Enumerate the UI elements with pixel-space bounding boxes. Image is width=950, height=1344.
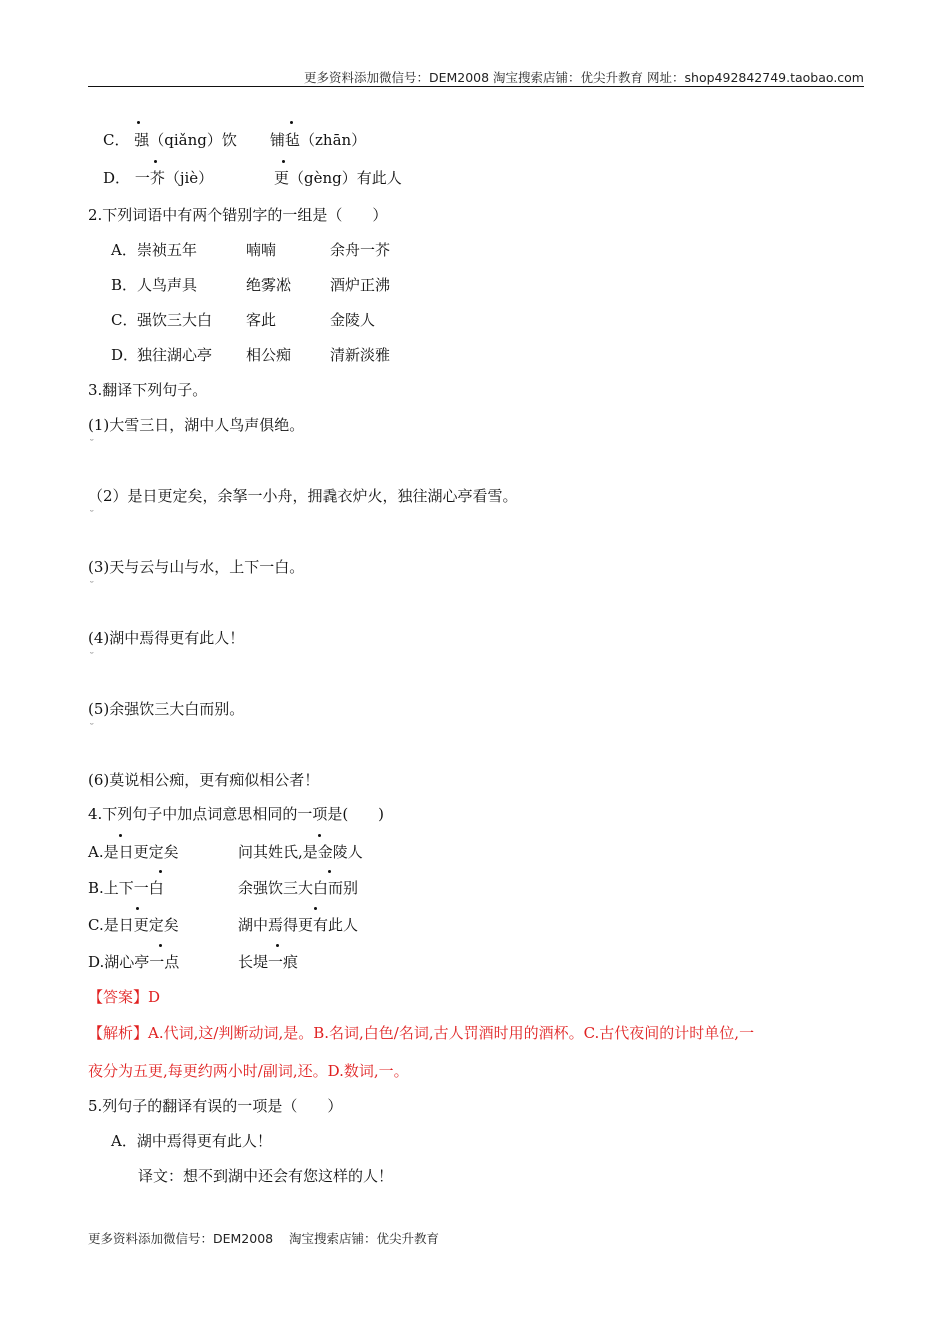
- q5-option-a-translation: 译文：想不到湖中还会有您这样的人！: [138, 1167, 394, 1185]
- q4-option-a-right: 问其姓氏,是金陵人: [238, 843, 363, 861]
- q2-option-d-word: 相公痴: [246, 346, 292, 364]
- q4-option-c-right: 湖中焉得更有此人: [238, 916, 359, 934]
- q4-analysis-line2: 夜分为五更,每更约两小时/副词,还。D.数词,一。: [88, 1062, 409, 1080]
- q4-answer: 【答案】D: [88, 988, 161, 1006]
- paragraph-mark: ˘: [89, 438, 95, 451]
- q4-option-a: A.是日更定矣: [88, 843, 179, 861]
- q2-option-a-word: 崇祯五年: [137, 241, 198, 259]
- paragraph-mark: ˘: [89, 509, 95, 522]
- q4-option-d: D.湖心亭一点: [88, 953, 180, 971]
- q2-option-c-word: 强饮三大白: [137, 311, 213, 329]
- q3-item: (3)天与云与山与水，上下一白。: [88, 558, 305, 576]
- q3-item: (4)湖中焉得更有此人！: [88, 629, 245, 647]
- q1-option-d: D． 一芥（jiè）: [103, 169, 214, 187]
- emphasis-dot: [159, 944, 162, 947]
- q1-option-c: C． 强（qiǎng）饮: [103, 131, 237, 149]
- q4-option-d-right: 长堤一痕: [238, 953, 299, 971]
- emphasis-dot: [137, 121, 140, 124]
- emphasis-dot: [119, 834, 122, 837]
- q3-stem: 3.翻译下列句子。: [88, 381, 208, 399]
- q4-option-b-right: 余强饮三大白而别: [238, 879, 359, 897]
- header-rule: [88, 86, 864, 87]
- page-header: 更多资料添加微信号：DEM2008 淘宝搜索店铺：优尖升教育 网址：shop492842749.taobao.com: [303, 70, 864, 85]
- q3-item: (6)莫说相公痴，更有痴似相公者！: [88, 771, 320, 789]
- q2-stem: 2.下列词语中有两个错别字的一组是（ ）: [88, 206, 388, 224]
- q4-option-b: B.上下一白: [88, 879, 164, 897]
- q3-item: (5)余强饮三大白而别。: [88, 700, 245, 718]
- q1-option-c-word2: 铺毡（zhān）: [270, 131, 367, 149]
- q5-stem: 5.列句子的翻译有误的一项是（ ）: [88, 1097, 343, 1115]
- q3-item: (1)大雪三日，湖中人鸟声俱绝。: [88, 416, 305, 434]
- q2-option-d-word: 独往湖心亭: [137, 346, 213, 364]
- q4-stem: 4.下列句子中加点词意思相同的一项是( ): [88, 805, 385, 823]
- q5-option-a: A．湖中焉得更有此人！: [111, 1132, 272, 1150]
- q2-option-b-word: 酒炉正沸: [330, 276, 391, 294]
- paragraph-mark: ˘: [89, 580, 95, 593]
- q2-option-c-label: C．: [111, 311, 138, 329]
- paragraph-mark: ˘: [89, 651, 95, 664]
- q2-option-a-word: 喃喃: [246, 241, 277, 259]
- emphasis-dot: [328, 870, 331, 873]
- q4-analysis-line1: 【解析】A.代词,这/判断动词,是。B.名词,白色/名词,古人罚酒时用的酒杯。C.古代夜间的计时单位,一: [88, 1024, 755, 1042]
- page-footer: 更多资料添加微信号：DEM2008 淘宝搜索店铺：优尖升教育: [88, 1231, 440, 1246]
- q2-option-b-label: B．: [111, 276, 138, 294]
- q2-option-c-word: 客此: [246, 311, 277, 329]
- emphasis-dot: [318, 834, 321, 837]
- q1-option-d-word2: 更（gèng）有此人: [274, 169, 402, 187]
- q2-option-d-word: 清新淡雅: [330, 346, 391, 364]
- q2-option-a-label: A．: [111, 241, 137, 259]
- q2-option-d-label: D．: [111, 346, 139, 364]
- paragraph-mark: ˘: [89, 722, 95, 735]
- q2-option-c-word: 金陵人: [330, 311, 376, 329]
- q2-option-a-word: 余舟一芥: [330, 241, 391, 259]
- emphasis-dot: [290, 121, 293, 124]
- emphasis-dot: [276, 944, 279, 947]
- q2-option-b-word: 绝雾凇: [246, 276, 292, 294]
- q4-option-c: C.是日更定矣: [88, 916, 179, 934]
- emphasis-dot: [154, 160, 157, 163]
- emphasis-dot: [314, 907, 317, 910]
- emphasis-dot: [159, 870, 162, 873]
- emphasis-dot: [136, 907, 139, 910]
- q2-option-b-word: 人鸟声具: [137, 276, 198, 294]
- emphasis-dot: [282, 160, 285, 163]
- q3-item: （2）是日更定矣，余拏一小舟，拥毳衣炉火，独往湖心亭看雪。: [88, 487, 518, 505]
